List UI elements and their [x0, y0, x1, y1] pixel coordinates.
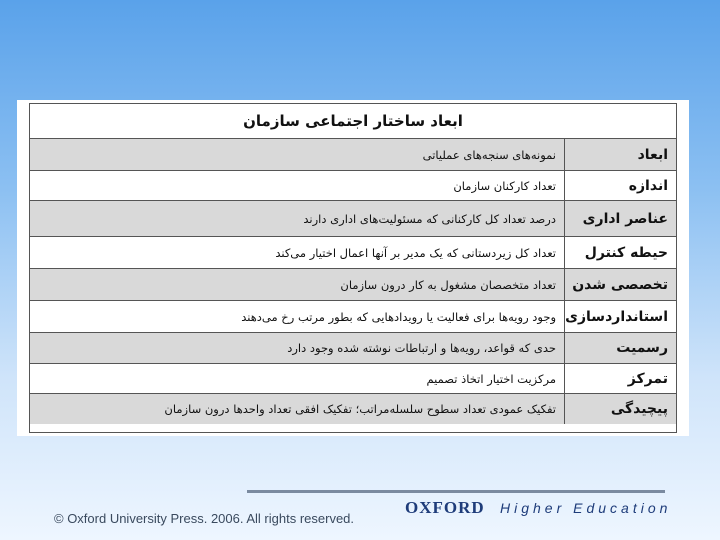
row-sample: حدی که قواعد، رویه‌ها و ارتباطات نوشته شده وجود دارد: [287, 341, 556, 355]
row-dimension: حیطه کنترل: [564, 237, 676, 268]
dimensions-table: [29, 103, 677, 433]
table-title: ابعاد ساختار اجتماعی سازمان: [30, 104, 676, 139]
oxford-logo: OXFORD: [405, 498, 485, 517]
row-sample: مرکزیت اختیار اتخاذ تصمیم: [426, 371, 556, 386]
row-dimension: تمرکز: [564, 364, 676, 393]
table-panel: [17, 100, 689, 436]
row-dimension: اندازه: [564, 171, 676, 200]
row-dimension: استانداردسازی: [564, 301, 676, 332]
table-row: [30, 394, 676, 424]
footer-divider: [247, 490, 665, 493]
row-dimension: تخصصی شدن: [564, 269, 676, 300]
table-row: [30, 237, 676, 269]
header-sample: نمونه‌های سنجه‌های عملیاتی: [422, 147, 556, 162]
higher-education-text: Higher Education: [500, 500, 672, 516]
row-dimension: عناصر اداری: [564, 201, 676, 236]
table-row: [30, 269, 676, 301]
table-header-row: [30, 139, 676, 171]
table-row: [30, 364, 676, 394]
row-sample: تعداد کل زیردستانی که یک مدیر بر آنها اعمال اختیار می‌کند: [275, 245, 556, 260]
table-row: [30, 301, 676, 333]
row-sample: درصد تعداد کل کارکنانی که مسئولیت‌های اداری دارند: [303, 211, 556, 226]
table-row: [30, 171, 676, 201]
row-dimension: پیچیدگی: [564, 394, 676, 424]
table-row: [30, 201, 676, 237]
header-dimension: ابعاد: [564, 139, 676, 170]
row-sample: تعداد متخصصان مشغول به کار درون سازمان: [340, 277, 556, 292]
row-sample: تعداد کارکنان سازمان: [453, 178, 556, 193]
table-row: [30, 333, 676, 364]
copyright-text: © Oxford University Press. 2006. All rights reserved.: [54, 511, 355, 526]
row-sample: وجود رویه‌ها برای فعالیت یا رویدادهایی که بطور مرتب رخ می‌دهند: [241, 309, 556, 324]
row-sample: تفکیک عمودی تعداد سطوح سلسله‌مراتب؛ تفکیک افقی تعداد واحدها درون سازمان: [164, 402, 556, 416]
row-dimension: رسمیت: [564, 333, 676, 363]
